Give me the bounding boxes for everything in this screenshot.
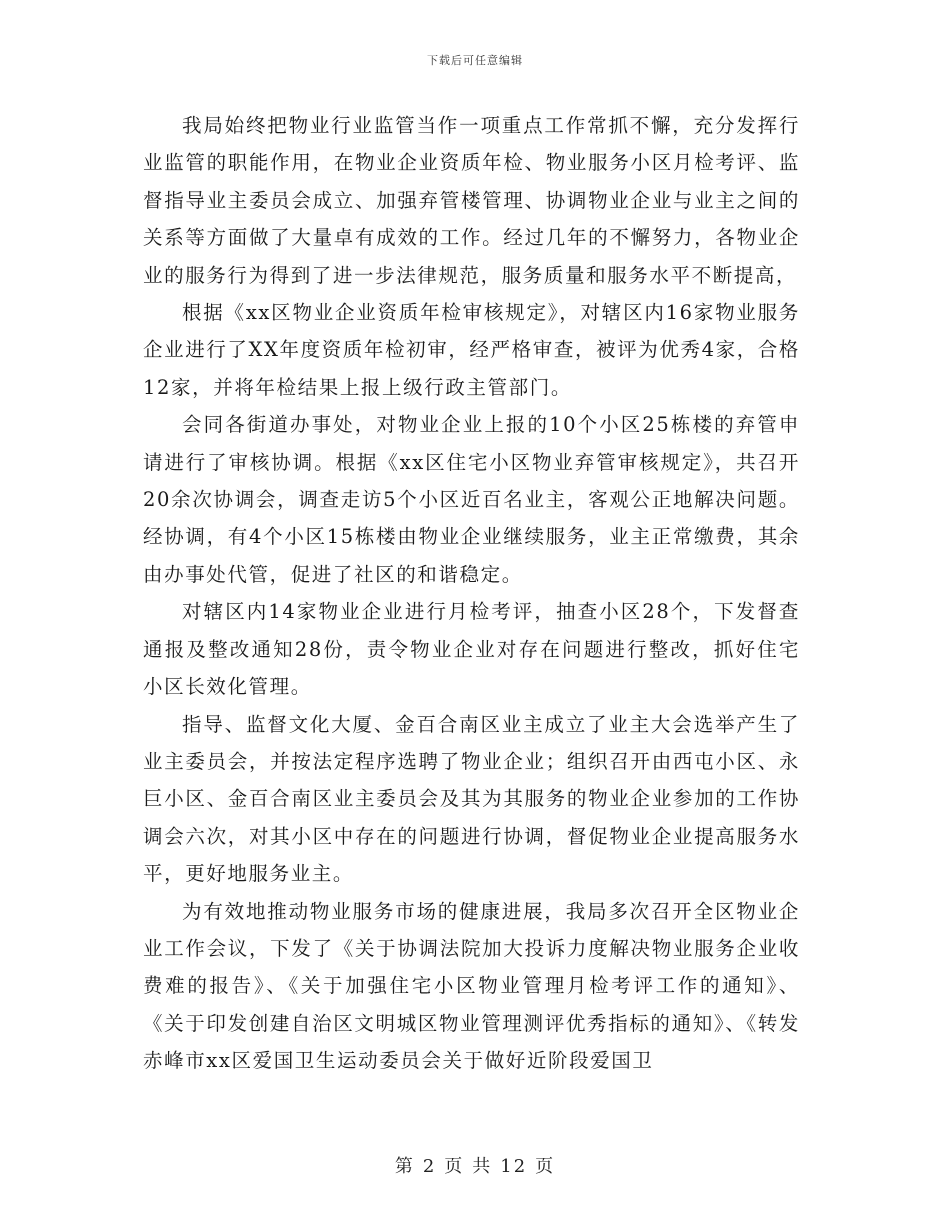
paragraph-5: 指导、监督文化大厦、金百合南区业主成立了业主大会选举产生了业主委员会，并按法定程序选聘了物业企业；组织召开由西屯小区、永巨小区、金百合南区业主委员会及其为其服务的物业企业参加的工作协调会六次，对其小区中存在的问题进行协调，督促物业企业提高服务水平，更好地服务业主。 <box>143 712 800 886</box>
footer-total-unit: 页 <box>535 1156 556 1177</box>
page-header: 下载后可任意编辑 <box>427 54 523 67</box>
current-page-number: 2 <box>422 1156 437 1177</box>
paragraph-6: 为有效地推动物业服务市场的健康进展，我局多次召开全区物业企业工作会议，下发了《关于协调法院加大投诉力度解决物业服务企业收费难的报告》、《关于加强住宅小区物业管理月检考评工作的通知》、《关于印发创建自治区文明城区物业管理测评优秀指标的通知》、《转发赤峰市xx区爱国卫生运动委员会关于做好近阶段爱国卫 <box>143 899 800 1073</box>
paragraph-1: 我局始终把物业行业监管当作一项重点工作常抓不懈，充分发挥行业监管的职能作用，在物业企业资质年检、物业服务小区月检考评、监督指导业主委员会成立、加强弃管楼管理、协调物业企业与业主之间的关系等方面做了大量卓有成效的工作。经过几年的不懈努力，各物业企业的服务行为得到了进一步法律规范，服务质量和服务水平不断提高， <box>143 114 800 287</box>
paragraph-3: 会同各街道办事处，对物业企业上报的10个小区25栋楼的弃管申请进行了审核协调。根据《xx区住宅小区物业弃管审核规定》，共召开20余次协调会，调查走访5个小区近百名业主，客观公正地解决问题。经协调，有4个小区15栋楼由物业企业继续服务，业主正常缴费，其余由办事处代管，促进了社区的和谐稳定。 <box>143 413 800 586</box>
page-footer <box>0 1152 950 1178</box>
footer-prefix: 第 <box>394 1156 415 1177</box>
document-body <box>143 107 800 1080</box>
total-page-number: 12 <box>500 1156 528 1177</box>
footer-total-prefix: 共 <box>472 1156 493 1177</box>
paragraph-2: 根据《xx区物业企业资质年检审核规定》，对辖区内16家物业服务企业进行了XX年度资质年检初审，经严格审查，被评为优秀4家，合格12家，并将年检结果上报上级行政主管部门。 <box>143 301 800 399</box>
paragraph-4: 对辖区内14家物业企业进行月检考评，抽查小区28个，下发督查通报及整改通知28份，责令物业企业对存在问题进行整改，抓好住宅小区长效化管理。 <box>143 600 800 699</box>
footer-page-unit: 页 <box>444 1156 465 1177</box>
